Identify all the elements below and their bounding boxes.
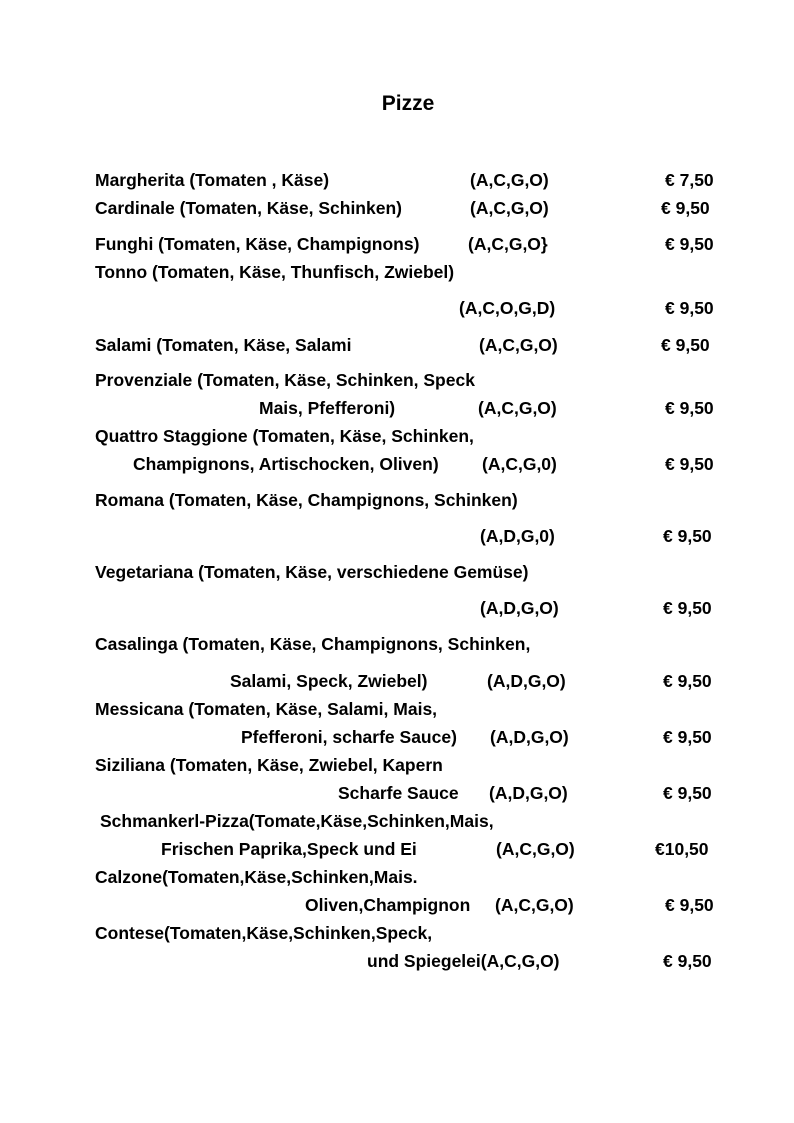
provenziale-price: € 9,50 — [665, 398, 714, 418]
siziliana-price: € 9,50 — [663, 783, 712, 803]
page-title: Pizze — [381, 92, 435, 115]
casalinga-price: € 9,50 — [663, 671, 712, 691]
messicana-allergens: (A,D,G,O) — [490, 727, 569, 747]
vegetariana-allergens: (A,D,G,O) — [480, 598, 559, 618]
romana-name: Romana (Tomaten, Käse, Champignons, Schinken) — [95, 490, 518, 510]
vegetariana-price: € 9,50 — [663, 598, 712, 618]
margherita-allergens: (A,C,G,O) — [470, 170, 549, 190]
siziliana-name-line1: Siziliana (Tomaten, Käse, Zwiebel, Kapern — [95, 755, 443, 775]
schmankerl-price: €10,50 — [655, 839, 709, 859]
siziliana-name-line2: Scharfe Sauce — [338, 783, 459, 803]
schmankerl-name-line1: Schmankerl-Pizza(Tomate,Käse,Schinken,Mais, — [100, 811, 494, 831]
margherita-price: € 7,50 — [665, 170, 714, 190]
messicana-price: € 9,50 — [663, 727, 712, 747]
calzone-name-line2: Oliven,Champignon — [305, 895, 471, 915]
provenziale-name-line2: Mais, Pfefferoni) — [259, 398, 396, 418]
romana-allergens: (A,D,G,0) — [480, 526, 555, 546]
contese-name-line2: und Spiegelei(A,C,G,O) — [367, 951, 560, 971]
messicana-name-line2: Pfefferoni, scharfe Sauce) — [241, 727, 457, 747]
calzone-allergens: (A,C,G,O) — [495, 895, 574, 915]
calzone-name-line1: Calzone(Tomaten,Käse,Schinken,Mais. — [95, 867, 418, 887]
schmankerl-allergens: (A,C,G,O) — [496, 839, 575, 859]
casalinga-name-line2: Salami, Speck, Zwiebel) — [230, 671, 428, 691]
contese-price: € 9,50 — [663, 951, 712, 971]
tonno-allergens: (A,C,O,G,D) — [459, 298, 556, 318]
tonno-name: Tonno (Tomaten, Käse, Thunfisch, Zwiebel) — [95, 262, 455, 282]
schmankerl-name-line2: Frischen Paprika,Speck und Ei — [161, 839, 417, 859]
funghi-allergens: (A,C,G,O} — [468, 234, 548, 254]
quattro-name-line1: Quattro Staggione (Tomaten, Käse, Schinken, — [95, 426, 474, 446]
funghi-name: Funghi (Tomaten, Käse, Champignons) — [95, 234, 420, 254]
messicana-name-line1: Messicana (Tomaten, Käse, Salami, Mais, — [95, 699, 438, 719]
cardinale-name: Cardinale (Tomaten, Käse, Schinken) — [95, 198, 402, 218]
tonno-price: € 9,50 — [665, 298, 714, 318]
salami-name: Salami (Tomaten, Käse, Salami — [95, 335, 352, 355]
funghi-price: € 9,50 — [665, 234, 714, 254]
casalinga-name-line1: Casalinga (Tomaten, Käse, Champignons, Schinken, — [95, 634, 531, 654]
quattro-price: € 9,50 — [665, 454, 714, 474]
margherita-name: Margherita (Tomaten , Käse) — [95, 170, 330, 190]
calzone-price: € 9,50 — [665, 895, 714, 915]
provenziale-allergens: (A,C,G,O) — [478, 398, 557, 418]
siziliana-allergens: (A,D,G,O) — [489, 783, 568, 803]
provenziale-name-line1: Provenziale (Tomaten, Käse, Schinken, Speck — [95, 370, 475, 390]
casalinga-allergens: (A,D,G,O) — [487, 671, 566, 691]
salami-allergens: (A,C,G,O) — [479, 335, 558, 355]
contese-name-line1: Contese(Tomaten,Käse,Schinken,Speck, — [95, 923, 433, 943]
quattro-allergens: (A,C,G,0) — [482, 454, 557, 474]
romana-price: € 9,50 — [663, 526, 712, 546]
cardinale-allergens: (A,C,G,O) — [470, 198, 549, 218]
vegetariana-name: Vegetariana (Tomaten, Käse, verschiedene Gemüse) — [95, 562, 529, 582]
quattro-name-line2: Champignons, Artischocken, Oliven) — [133, 454, 439, 474]
cardinale-price: € 9,50 — [661, 198, 710, 218]
salami-price: € 9,50 — [661, 335, 710, 355]
